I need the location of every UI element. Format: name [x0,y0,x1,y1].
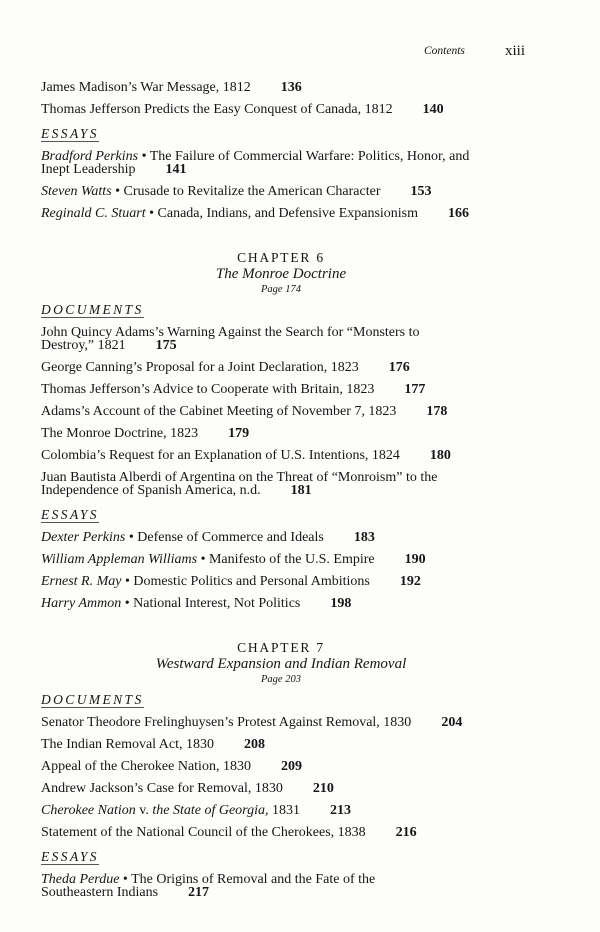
running-head-section: Contents [424,45,465,57]
section-label-essays: ESSAYS [41,849,99,864]
toc-entry[interactable] [41,103,571,116]
bullet-separator: • [111,184,124,199]
entry-author: Harry Ammon [41,596,122,611]
toc-entry[interactable] [41,553,571,566]
section-label-essays: ESSAYS [41,126,99,141]
entry-page-number: 176 [388,360,410,375]
entry-title: National Interest, Not Politics [133,596,301,611]
entry-page-number: 192 [399,574,421,589]
bullet-separator: • [138,149,150,164]
bullet-separator: • [197,552,209,567]
entry-title-segment: v. [135,803,153,818]
entry-title: Manifesto of the U.S. Empire [208,552,375,567]
toc-entry[interactable] [41,716,571,729]
toc-entry[interactable] [41,738,571,751]
entry-page-number: 213 [329,803,351,818]
bullet-separator: • [121,574,134,589]
entry-page-number: 208 [244,737,266,752]
entry-page-number: 183 [353,530,375,545]
chapter-number: CHAPTER 6 [237,250,325,265]
entry-author: William Appleman Williams [41,552,198,567]
toc-entry[interactable] [41,185,571,198]
table-of-contents [41,81,571,908]
toc-entry[interactable] [41,597,571,610]
entry-title: John Quincy Adams’s Warning Against the Search for “Monsters to Destroy,” 1821 [41,325,420,353]
toc-entry[interactable] [41,383,571,396]
toc-entry[interactable] [41,782,571,795]
entry-title-segment: Cherokee Nation [41,803,136,818]
chapter-page: Page 174 [261,284,301,295]
entry-page-number: 217 [188,885,210,900]
entry-title: Adams’s Account of the Cabinet Meeting of November 7, 1823 [41,404,397,419]
toc-entry[interactable] [41,873,571,899]
toc-entry[interactable] [41,826,571,839]
entry-page-number: 175 [155,338,177,353]
entry-title-segment: the State of Georgia, [152,803,269,818]
entry-page-number: 216 [395,825,417,840]
entry-title: Thomas Jefferson’s Advice to Cooperate with Britain, 1823 [41,382,375,397]
running-head-page-number: xiii [505,43,526,59]
entry-title: Crusade to Revitalize the American Character [123,184,381,199]
entry-author: Ernest R. May [41,574,122,589]
section-label-documents: DOCUMENTS [41,302,144,317]
toc-entry[interactable] [41,449,571,462]
section-label-essays: ESSAYS [41,507,99,522]
entry-title: Appeal of the Cherokee Nation, 1830 [41,759,251,774]
entry-author: Dexter Perkins [41,530,126,545]
entry-author: Theda Perdue [41,872,120,887]
entry-page-number: 209 [280,759,302,774]
entry-page-number: 153 [410,184,432,199]
entry-title: James Madison’s War Message, 1812 [41,80,251,95]
toc-entry[interactable] [41,760,571,773]
entry-author: Reginald C. Stuart [41,206,146,221]
entry-title: Canada, Indians, and Defensive Expansionism [157,206,419,221]
entry-page-number: 178 [426,404,448,419]
bullet-separator: • [121,596,134,611]
entry-title: Andrew Jackson’s Case for Removal, 1830 [41,781,283,796]
entry-title: The Indian Removal Act, 1830 [41,737,215,752]
bullet-separator: • [125,530,138,545]
entry-page-number: 181 [290,483,312,498]
chapter-heading [41,250,521,298]
entry-title: Thomas Jefferson Predicts the Easy Conquest of Canada, 1812 [41,102,393,117]
entry-title: Senator Theodore Frelinghuysen’s Protest Against Removal, 1830 [41,715,412,730]
entry-title: Domestic Politics and Personal Ambitions [133,574,370,589]
section-label-row [41,301,571,326]
section-label-documents: DOCUMENTS [41,692,144,707]
section-label-row [41,506,571,531]
bullet-separator: • [145,206,158,221]
entry-title: Statement of the National Council of the Cherokees, 1838 [41,825,366,840]
chapter-page: Page 203 [261,674,301,685]
entry-page-number: 210 [312,781,334,796]
bullet-separator: • [119,872,132,887]
toc-entry[interactable] [41,81,571,94]
chapter-title: The Monroe Doctrine [215,266,347,282]
toc-entry[interactable] [41,326,571,352]
entry-page-number: 190 [404,552,426,567]
toc-entry[interactable] [41,471,571,497]
entry-title: Juan Bautista Alberdi of Argentina on the Threat of “Monroism” to the Independence of Spanish America, n.d. [41,470,438,498]
entry-page-number: 204 [441,715,463,730]
chapter-title: Westward Expansion and Indian Removal [155,656,407,672]
entry-page-number: 177 [404,382,426,397]
toc-entry[interactable] [41,405,571,418]
entry-title-segment: 1831 [268,803,300,818]
toc-entry[interactable] [41,207,571,220]
toc-entry[interactable] [41,575,571,588]
entry-title: The Origins of Removal and the Fate of the Southeastern Indians [41,872,376,900]
entry-page-number: 141 [165,162,187,177]
entry-page-number: 140 [422,102,444,117]
entry-author: Bradford Perkins [41,149,139,164]
toc-entry[interactable] [41,150,571,176]
entry-title: George Canning’s Proposal for a Joint Declaration, 1823 [41,360,359,375]
entry-page-number: 180 [429,448,451,463]
entry-title: Defense of Commerce and Ideals [137,530,324,545]
entry-page-number: 179 [228,426,250,441]
chapter-heading [41,640,521,688]
entry-page-number: 166 [448,206,470,221]
entry-page-number: 198 [330,596,352,611]
toc-entry[interactable] [41,427,571,440]
section-label-row [41,125,571,150]
entry-page-number: 136 [280,80,302,95]
toc-entry[interactable] [41,361,571,374]
entry-title: The Failure of Commercial Warfare: Politics, Honor, and Inept Leadership [41,149,470,177]
running-head [0,43,600,61]
chapter-number: CHAPTER 7 [237,640,325,655]
toc-entry[interactable] [41,804,571,817]
entry-title: Colombia’s Request for an Explanation of U.S. Intentions, 1824 [41,448,400,463]
toc-entry[interactable] [41,531,571,544]
entry-author: Steven Watts [41,184,112,199]
section-label-row [41,691,571,716]
entry-title: The Monroe Doctrine, 1823 [41,426,199,441]
section-label-row [41,848,571,873]
